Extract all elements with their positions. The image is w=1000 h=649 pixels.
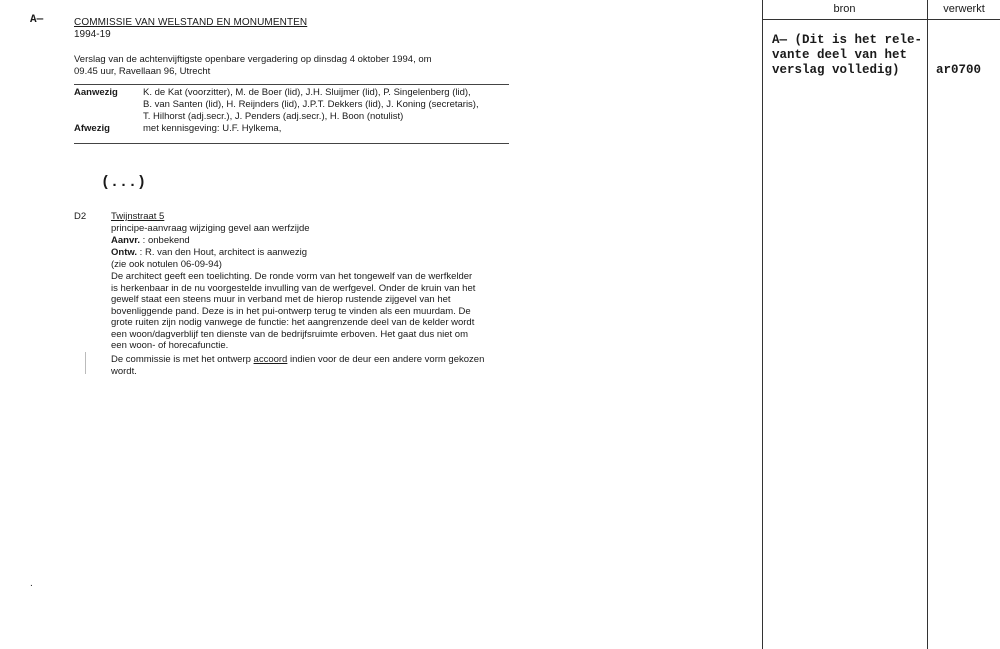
- body-line: bovenliggende pand. Deze is in het pui-ontwerp terug te vinden als een muurdam. De: [111, 305, 471, 317]
- item-designer: [111, 247, 307, 259]
- present-list-line-3: T. Hilhorst (adj.secr.), J. Penders (adj.secr.), H. Boon (notulist): [143, 111, 404, 122]
- divider-top: [74, 84, 509, 85]
- item-code: D2: [74, 211, 87, 222]
- absent-list: met kennisgeving: U.F. Hylkema,: [143, 123, 282, 134]
- applicant-label: Aanvr.: [111, 235, 141, 246]
- body-line: een woon- of horecafunctie.: [111, 340, 229, 351]
- body-line: is herkenbaar in de nu voorgestelde invulling van de werfgevel. Onder de kruin van het: [111, 282, 476, 294]
- conclusion-post: indien voor de deur een andere vorm gekozen: [287, 354, 485, 365]
- conclusion-line-2: wordt.: [111, 365, 137, 377]
- report-intro-line-2: 09.45 uur, Ravellaan 96, Utrecht: [74, 66, 211, 77]
- item-conclusion: [111, 354, 484, 377]
- divider-bottom: [74, 143, 509, 144]
- body-line: gewelf staat een steens muur in verband met de hierop rustende zijgevel van het: [111, 294, 451, 305]
- margin-mark: [85, 352, 86, 374]
- designer-label: Ontw.: [111, 247, 138, 258]
- item-reference: (zie ook notulen 06-09-94): [111, 259, 222, 270]
- body-line: grote ruiten zijn nodig vanwege de functie: het aangrenzende deel van de kelder wordt: [111, 317, 475, 328]
- column-header-processed: verwerkt: [943, 3, 985, 15]
- stray-mark: .: [30, 578, 33, 589]
- applicant-value: : onbekend: [140, 235, 190, 246]
- designer-value: : R. van den Hout, architect is aanwezig: [137, 247, 308, 258]
- report-intro-line-1: Verslag van de achtenvijftigste openbare vergadering op dinsdag 4 oktober 1994, om: [74, 54, 432, 65]
- item-applicant: [111, 235, 190, 247]
- body-line: De architect geeft een toelichting. De ronde vorm van het tongewelf van de werfkelder: [111, 271, 473, 282]
- page-marker: A—: [30, 14, 44, 26]
- body-line: een woon/dagverblijf ten dienste van de bedrijfsruimte erboven. Het gaat dus niet om: [111, 328, 468, 340]
- item-description: principe-aanvraag wijziging gevel aan werfzijde: [111, 223, 310, 234]
- document-number: 1994-19: [74, 29, 111, 40]
- document-title: COMMISSIE VAN WELSTAND EN MONUMENTEN: [74, 17, 308, 28]
- column-divider-middle: [927, 0, 928, 649]
- conclusion-emphasis: accoord: [253, 354, 288, 365]
- note-line: A— (Dit is het rele-: [772, 33, 923, 47]
- item-title: Twijnstraat 5: [111, 211, 165, 222]
- present-label: Aanwezig: [74, 87, 118, 98]
- processed-code: ar0700: [936, 63, 982, 77]
- column-header-source: bron: [833, 3, 856, 15]
- absent-label: Afwezig: [74, 123, 110, 134]
- omission-marker: (...): [101, 174, 147, 191]
- note-line: verslag volledig): [772, 63, 900, 77]
- note-line: vante deel van het: [772, 48, 908, 62]
- present-list-line-1: K. de Kat (voorzitter), M. de Boer (lid), J.H. Sluijmer (lid), P. Singelenberg (lid),: [143, 87, 471, 98]
- item-body: [111, 271, 475, 352]
- source-note: [772, 33, 922, 78]
- conclusion-pre: De commissie is met het ontwerp: [111, 354, 254, 365]
- present-list-line-2: B. van Santen (lid), H. Reijnders (lid), J.P.T. Dekkers (lid), J. Koning (secretaris),: [143, 99, 479, 110]
- column-divider-left: [762, 0, 763, 649]
- header-rule: [762, 19, 1000, 20]
